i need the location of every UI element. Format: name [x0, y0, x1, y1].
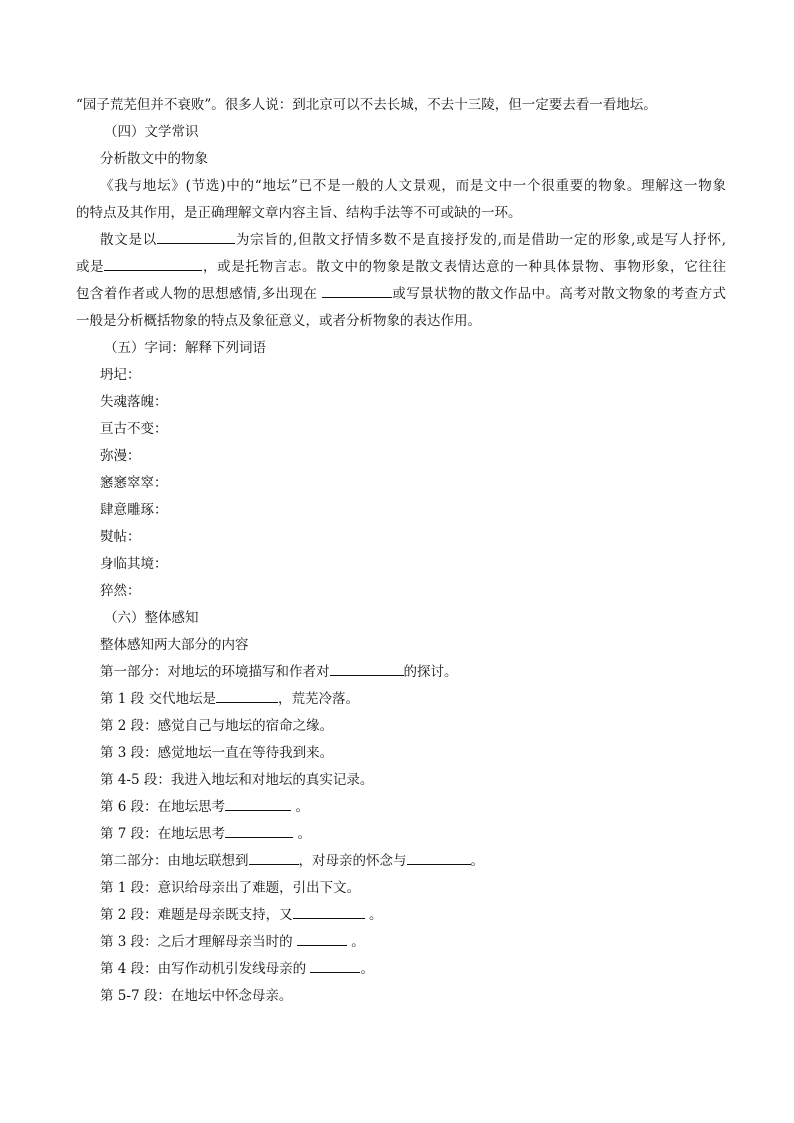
text-segment: 为宗旨的,但散文抒情多数不是直接抒发的,而是借助一定的形象,或是写人抒怀,	[235, 232, 726, 248]
vocab-term: 猝然：	[100, 583, 141, 599]
paragraph-line: 《我与地坛》(节选)中的“地坛”已不是一般的人文景观，而是文中一个很重要的物象。理解这一物象	[100, 178, 726, 194]
paragraph-line	[76, 227, 726, 254]
fill-blank[interactable]	[297, 931, 347, 946]
text-segment: ，荒芜冷落。	[277, 691, 359, 707]
text-segment: 。	[346, 934, 365, 950]
text-segment: 或写景状物的散文作品中。高考对散文物象的考查方式	[392, 286, 727, 302]
text-segment: ，对母亲的怀念与	[298, 853, 407, 869]
section-4-subheading: 分析散文中的物象	[100, 151, 208, 167]
fill-blank[interactable]	[249, 850, 299, 865]
outline-item: 第 1 段：意识给母亲出了难题，引出下文。	[100, 880, 361, 896]
fill-blank[interactable]	[407, 850, 471, 865]
paragraph-prose-theory	[76, 227, 726, 335]
outline-item	[76, 821, 726, 848]
text-segment: 散文是以	[100, 232, 158, 248]
outline-item: 第 5-7 段：在地坛中怀念母亲。	[100, 988, 293, 1004]
fill-blank[interactable]	[225, 823, 293, 838]
text-segment: 第二部分：由地坛联想到	[100, 853, 249, 869]
paragraph-line	[76, 281, 726, 308]
text-segment: 第 6 段：在地坛思考	[100, 799, 226, 815]
outline-item	[76, 956, 726, 983]
vocab-term: 坍圮：	[100, 367, 141, 383]
vocab-term: 窸窸窣窣：	[100, 475, 168, 491]
section-4-heading: （四）文学常识	[104, 124, 199, 140]
text-segment: 。	[293, 826, 311, 842]
vocab-term: 失魂落魄：	[100, 394, 168, 410]
vocab-term: 亘古不变：	[100, 421, 168, 437]
text-segment: 第 4 段：由写作动机引发线母亲的	[100, 961, 311, 977]
fill-blank[interactable]	[157, 229, 235, 244]
text-segment: 。	[470, 853, 484, 869]
outline-item: 第 4-5 段：我进入地坛和对地坛的真实记录。	[100, 772, 374, 788]
fill-blank[interactable]	[225, 796, 291, 811]
part-1-summary	[76, 659, 726, 686]
section-6-heading: （六）整体感知	[104, 610, 199, 626]
vocab-term: 弥漫：	[100, 448, 141, 464]
text-segment: 或是	[76, 259, 105, 275]
part-2-summary	[76, 848, 726, 875]
fill-blank[interactable]	[310, 958, 360, 973]
text-segment: ，或是托物言志。散文中的物象是散文表情达意的一种具体景物、事物形象，它往往	[202, 259, 727, 275]
paragraph-line	[76, 254, 726, 281]
outline-item: 第 3 段：感觉地坛一直在等待我到来。	[100, 745, 334, 761]
text-segment: 。	[291, 799, 309, 815]
vocab-term: 身临其境：	[100, 556, 168, 572]
text-segment: 第 1 段 交代地坛是	[100, 691, 216, 707]
text-segment: 包含着作者或人物的思想感情,多出现在	[76, 286, 318, 302]
text-segment: 第一部分：对地坛的环境描写和作者对	[100, 664, 330, 680]
fill-blank[interactable]	[322, 283, 392, 298]
vocab-term: 熨帖：	[100, 529, 141, 545]
outline-item	[76, 686, 726, 713]
section-6-subheading: 整体感知两大部分的内容	[100, 637, 249, 653]
fill-blank[interactable]	[293, 904, 365, 919]
text-segment: 第 2 段：难题是母亲既支持，又	[100, 907, 293, 923]
fill-blank[interactable]	[330, 661, 404, 676]
section-5-heading: （五）字词：解释下列词语	[104, 340, 266, 356]
text-segment: 第 3 段：之后才理解母亲当时的	[100, 934, 297, 950]
text-segment: 。	[360, 961, 374, 977]
fill-blank[interactable]	[104, 256, 202, 271]
vocab-term: 肆意雕琢：	[100, 502, 168, 518]
document-page	[76, 92, 726, 1010]
paragraph-line: 一般是分析概括物象的特点及象征意义，或者分析物象的表达作用。	[76, 313, 481, 329]
outline-item: 第 2 段：感觉自己与地坛的宿命之缘。	[100, 718, 334, 734]
outline-item	[76, 902, 726, 929]
paragraph-ditan-image	[76, 173, 726, 227]
outline-item	[76, 929, 726, 956]
text-segment: 。	[364, 907, 383, 923]
text-segment: 的探讨。	[403, 664, 458, 680]
text-segment: 第 7 段：在地坛思考	[100, 826, 226, 842]
fill-blank[interactable]	[216, 688, 278, 703]
paragraph-line: 的特点及其作用，是正确理解文章内容主旨、结构手法等不可或缺的一环。	[76, 205, 522, 221]
outline-item	[76, 794, 726, 821]
intro-quote-line: “园子荒芜但并不衰败”。很多人说：到北京可以不去长城，不去十三陵，但一定要去看一看地坛。	[76, 97, 657, 113]
